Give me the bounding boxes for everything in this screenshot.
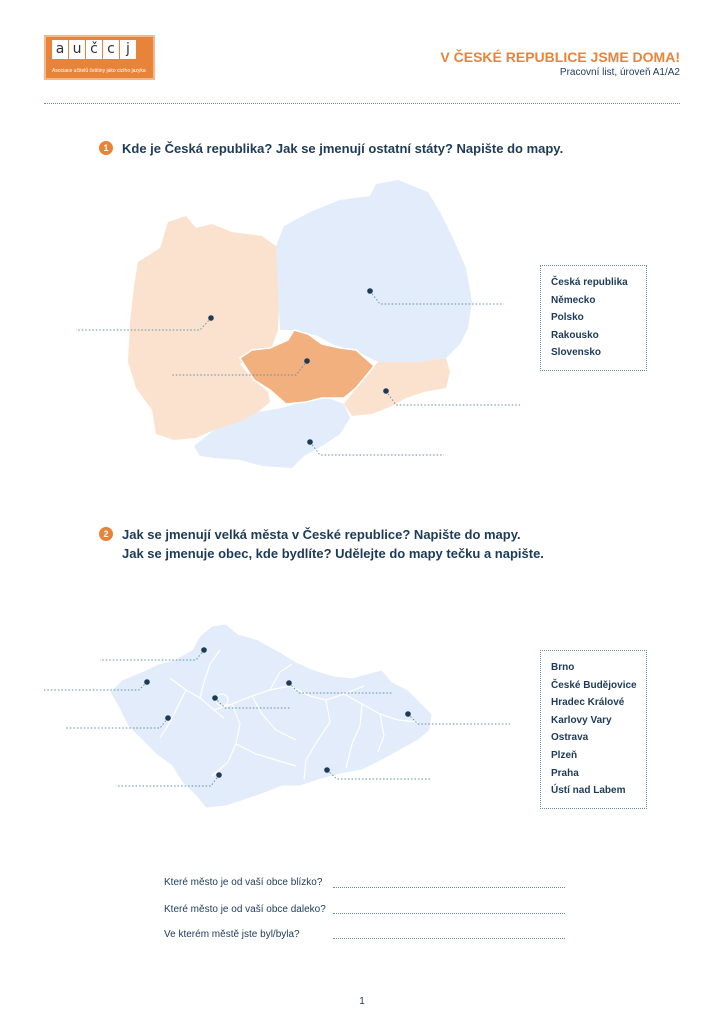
word-box-item: Brno [551, 662, 575, 673]
map-point-marker [201, 647, 207, 653]
answer-line-far-city[interactable] [333, 913, 565, 914]
map-point-marker [212, 695, 218, 701]
word-box-item: Ústí nad Labem [551, 785, 626, 797]
word-box-item: České Budějovice [551, 679, 637, 691]
task-2-instruction-line-2: Jak se jmenuje obec, kde bydlíte? Udělejte do mapy tečku a napište. [122, 546, 544, 561]
word-box-item: Plzeň [551, 749, 578, 761]
question-visited-city: Ve kterém městě jste byl/byla? [164, 929, 300, 940]
map-point-marker [144, 679, 150, 685]
word-box-item: Polsko [551, 312, 584, 324]
map-czech-republic-outline [110, 624, 432, 808]
worksheet-subtitle: Pracovní list, úroveň A1/A2 [559, 67, 680, 78]
word-box-item: Hradec Králové [551, 697, 625, 709]
task-2-word-box [540, 650, 647, 809]
map-point-marker [286, 680, 292, 686]
logo-letter: j [120, 40, 136, 59]
task-1-number: 1 [99, 141, 113, 155]
answer-line-visited-city[interactable] [333, 938, 565, 939]
word-box-item: Česká republika [551, 277, 628, 288]
logo-tagline: Asociace učitelů češtiny jako cizího jazyka [52, 68, 146, 74]
task-2-instruction-line-1: Jak se jmenují velká města v České republice? Napište do mapy. [122, 527, 521, 542]
map-point-marker [216, 772, 222, 778]
logo-letter: u [69, 40, 85, 59]
logo-letter: č [86, 40, 102, 59]
map-point-marker [405, 711, 411, 717]
question-far-city: Které město je od vaší obce daleko? [164, 904, 326, 915]
map-point-marker [324, 767, 330, 773]
logo-letter: a [52, 40, 68, 59]
word-box-item: Slovensko [551, 347, 602, 359]
word-box-item: Praha [551, 767, 579, 779]
word-box-item: Ostrava [551, 732, 589, 744]
task-2-number: 2 [99, 527, 113, 541]
page-number: 1 [359, 996, 365, 1007]
word-box-item: Rakousko [551, 329, 599, 341]
word-box-item: Karlovy Vary [551, 714, 612, 726]
map-point-marker [165, 715, 171, 721]
question-near-city: Které město je od vaší obce blízko? [164, 877, 323, 888]
task-1-instruction: Kde je Česká republika? Jak se jmenují ostatní státy? Napište do mapy. [122, 141, 564, 156]
answer-line-near-city[interactable] [333, 887, 565, 888]
worksheet-title: V ČESKÉ REPUBLICE JSME DOMA! [440, 49, 680, 65]
logo-letter: c [103, 40, 119, 59]
word-box-item: Německo [551, 294, 596, 306]
